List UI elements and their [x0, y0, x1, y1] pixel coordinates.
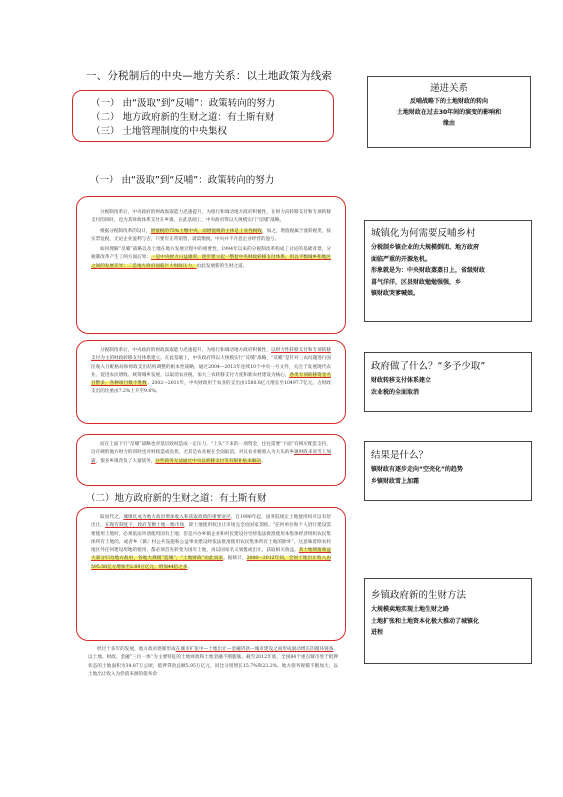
side-note-line: 镇财政有逐步走向“空壳化”的趋势	[371, 466, 463, 473]
side-note-line: 土地扩张和土地资本化极大推动了城镇化	[371, 617, 480, 625]
side-note-line: 分税制乡镇企业的大规模倒闭、地方政府	[371, 244, 480, 251]
paragraph: 取而代之，城镇化成为地方政府增加收入和获取政绩的重要途径。自1990年起，国务院规定土地使用权可以有偿出让，在现有制度下，政府垄断土地一级市场，即土地使用权出让市场完全由国家垄断。“任何单位和个人进行建设需要使用土地时，必须依法申请使用国有土地；但是兴办乡镇企业和村民建设住宅经依法批准使用本集体经济组织农民集体所有土地的，或者乡（镇）村公共设施和公益事业建设经依法批准使用农民集体所有土地的除外”。这意味着除农村地区外任何建设用地的使用，都必须首先转变为国有土地，再以国家名义划拨或出让，获取相关收益。其土地增值收益大部分归为地方政府，各地大规模“造城”，“土地财政”由此而来。据统计，2000—2012年间，全国土地出让收入由595.58亿元增加至2.69万亿元，增加44倍之多。	[91, 515, 331, 570]
side-note-result	[364, 441, 532, 501]
paragraph: 分税制改革后，中央政府的财政汲取能力迅速提升，为推行和调动地方政府积极性，以财力性转移支付和专项转移支付为主的财政转移支付体系建立。在此基础上，中央政府得以大规模实行“反哺”战略，“反哺”是针对三农问题进行国民收入分配格局和财政支出结构调整的根本性战略，通过2004—2013年连续10个中央一号文件，关注于发展现代农业、促进农民增收、统筹城乡发展，以取消农业税、加大三农转移支付力度和新农村建设为核心，各类专项转移资金名目繁多，各种项目数不胜数。2002—2011年，中央财政用于农业的支出由1580.8亿元增长至10497.7亿元，占财政支出的比重由7.2%上升至9.6%。	[91, 348, 331, 395]
toc-box	[72, 90, 334, 142]
section-heading-2: （二）地方政府新的生财之道：有土斯有财	[86, 493, 267, 504]
text-block-5	[88, 646, 338, 694]
text-block-4	[76, 507, 346, 641]
side-note-urbanization	[364, 220, 532, 322]
section-heading-1: （一） 由“汲取”到“反哺”：政策转向的努力	[90, 175, 275, 186]
side-note-heading: 政府做了什么？“多予少取”	[371, 361, 486, 372]
page-title: 一、分税制后的中央—地方关系：以土地政策为线索	[86, 70, 333, 82]
side-note-heading: 递进关系	[429, 83, 468, 94]
paragraph: 如何理解“反哺”战略以及土地在地方发展过程中的重要性。1994年以来的分税制改革构成了讨论的基础背景，分税制改革产生了两方面后果：一是中央财力日益雄厚，逐步建立起一整套中央财政转移支付体系，用以平衡城乡和地区之间的发展差异；二是地方政府面临巨大财政压力，由此发展新的生财之道。	[91, 247, 331, 269]
side-note-government-actions	[364, 352, 532, 412]
paragraph: 分税制改革后，中央政府的财政汲取能力迅速提升，为推行和调动地方政府积极性，在财力向转移支付和专项转移支付的同时，也为其财政体系支付在乡镇、在此基础上，中央政府得以大规模实行“反哺”战略。	[91, 210, 331, 224]
text-block-1	[76, 196, 346, 334]
side-note-heading: 乡镇政府新的生财方法	[371, 590, 467, 601]
side-note-line: 土地财政在过去30年间的演变的影响和	[396, 109, 502, 116]
side-note-line: 喜气洋洋，区县财政勉勉强强，乡	[371, 278, 462, 286]
side-note-line: 农业税的全面取消	[371, 388, 420, 396]
paragraph: 根据分税制改革的设计，增值税的75%上缴中央，而增值税的主体是工业性税收，加之，增值税属于流转税类，按实票征税，无论企业盈利与否，只要有正常销售，就需缴税。中央并不介意企业经营的盈亏。	[91, 228, 331, 242]
paragraph: 而在上面下行“反哺”战略也对基层政权造成一定压力，“上头”下来的一项资金，往往需要“下面”有相应配套支持，这在硬的地方财力的同时也对财政造成负担，尤其是农业税在全面取消，对议农业税收入为大头的乡镇财政来说雪上加霜，很多乡镇背负了大量债务，这些债务无法通过中央以转移支付等有限补贴来解决。	[91, 442, 331, 464]
side-note-line: 财政转移支付体系建立	[371, 377, 432, 384]
side-note-line: 形象就是为：中央财政蒸蒸日上，省级财政	[371, 267, 486, 274]
side-note-line: 大规模卖地实现土地生财之路	[371, 606, 450, 613]
side-note-line: 反哺战略下的土地财政的转向	[409, 98, 488, 105]
side-note-progression	[367, 76, 531, 148]
side-note-heading: 城镇化为何需要反哺乡村	[371, 228, 476, 239]
paragraph: 经过十多年的发展，地方政府逐渐形成在城市扩张中—土地出让—金融贷款—城市建设之间形成滚动增长的循环链条，以土地、财政、金融“三位一体”为主要特征的土地财政和土地金融不断膨胀。截至2012年底，全国84个重点城市处于抵押状态的土地面积为34.87万公顷，抵押贷款总额5.95万亿元，同比分别增长15.7%和23.2%。地方债务规模不断加大，以土地出让收入为偿债来源的债务余	[88, 647, 338, 677]
text-block-2	[76, 340, 346, 424]
toc-item: （三） 土地管理制度的中央集权	[91, 126, 228, 137]
text-block-3	[76, 434, 346, 486]
toc-item: （二） 地方政府新的生财之道：有土斯有财	[91, 112, 275, 123]
side-note-line: 面临严重的开源危机。	[371, 255, 432, 263]
side-note-line: 缘由	[442, 120, 455, 127]
side-note-heading: 结果是什么？	[371, 450, 429, 461]
side-note-new-revenue	[364, 578, 532, 664]
side-note-line: 进程	[371, 629, 384, 636]
side-note-line: 镇财政哭爹喊娘。	[371, 290, 420, 297]
toc-item: （一） 由“汲取”到“反哺”：政策转向的努力	[91, 98, 276, 109]
side-note-line: 乡镇财政雪上加霜	[371, 477, 420, 485]
